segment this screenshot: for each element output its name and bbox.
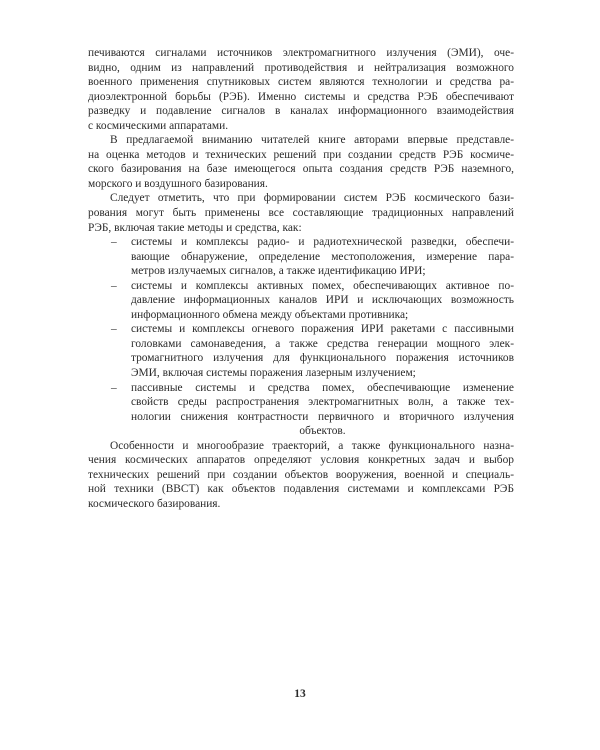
text-line: свойств среды распространения электромагнитных волн, а также тех- [131, 396, 514, 409]
dash-bullet: – [111, 323, 117, 336]
text-line: системы и комплексы огневого поражения ИРИ ракетами с пассивными [131, 323, 514, 336]
text-line: печиваются сигналами источников электромагнитного излучения (ЭМИ), оче- [88, 47, 514, 59]
text-line: системы и комплексы активных помех, обеспечивающих активное по- [131, 279, 514, 292]
text-line: объектов. [299, 425, 346, 438]
text-line: ной техники (ВВСТ) как объектов подавления системами и комплексами РЭБ [88, 483, 514, 496]
dash-bullet: – [111, 381, 117, 394]
text-line: рования могут быть применены все составляющие традиционных направлений [88, 207, 514, 220]
page-number: 13 [294, 688, 306, 700]
list-item [88, 322, 514, 380]
list-item [88, 279, 514, 323]
bullet-list [88, 235, 514, 439]
text-line: ЭМИ, включая системы поражения лазерным излучением; [131, 367, 416, 380]
text-line: диоэлектронной борьбы (РЭБ). Именно системы и средства РЭБ обеспечивают [88, 90, 514, 103]
text-line: морского и воздушного базирования. [88, 177, 268, 190]
text-line: метров излучаемых сигналов, а также идентификацию ИРИ; [131, 265, 426, 278]
text-line: вающие обнаружение, определение местоположения, измерение пара- [131, 250, 514, 263]
text-line: военного применения спутниковых систем являются технологии и средства ра- [88, 76, 514, 89]
list-item [88, 381, 514, 439]
text-line: на оценка методов и технических решений при создании средств РЭБ космиче- [88, 148, 514, 161]
text-line: Следует отметить, что при формировании систем РЭБ космического бази- [110, 192, 514, 205]
text-line: технических решений при создании объектов вооружения, военной и специаль- [88, 468, 514, 481]
text-line: пассивные системы и средства помех, обеспечивающие изменение [131, 381, 514, 394]
paragraph-2 [88, 133, 514, 191]
text-line: ского базирования на базе имеющегося опыта создания средств РЭБ наземного, [88, 163, 514, 176]
text-line: разведку и подавление сигналов в каналах информационного взаимодействия [88, 105, 514, 118]
dash-bullet: – [111, 279, 117, 292]
paragraph-1 [88, 46, 514, 133]
text-line: видно, одним из направлений противодействия и нейтрализация возможного [88, 61, 514, 74]
text-line: тромагнитного излучения для функционального поражения источников [131, 352, 514, 365]
text-line: давление информационных каналов ИРИ и исключающих возможность [131, 294, 514, 307]
paragraph-4 [88, 439, 514, 512]
text-line: головками самонаведения, а также средства генерации мощного элек- [131, 337, 514, 350]
text-line: РЭБ, включая такие методы и средства, как: [88, 221, 302, 234]
text-line: В предлагаемой вниманию читателей книге авторами впервые представле- [110, 134, 514, 147]
dash-bullet: – [111, 236, 117, 249]
text-line: нологии снижения контрастности первичного и вторичного излучения [131, 410, 514, 423]
text-line: чения космических аппаратов определяют условия конкретных задач и выбор [88, 454, 514, 467]
text-line: Особенности и многообразие траекторий, а также функционального назна- [110, 439, 514, 452]
text-line: системы и комплексы радио- и радиотехнической разведки, обеспечи- [131, 236, 514, 249]
text-line: с космическими аппаратами. [88, 119, 229, 132]
page-body [88, 46, 514, 512]
text-line: информационного обмена между объектами противника; [131, 308, 409, 321]
list-item [88, 235, 514, 279]
text-line: космического базирования. [88, 497, 221, 510]
paragraph-3 [88, 191, 514, 235]
